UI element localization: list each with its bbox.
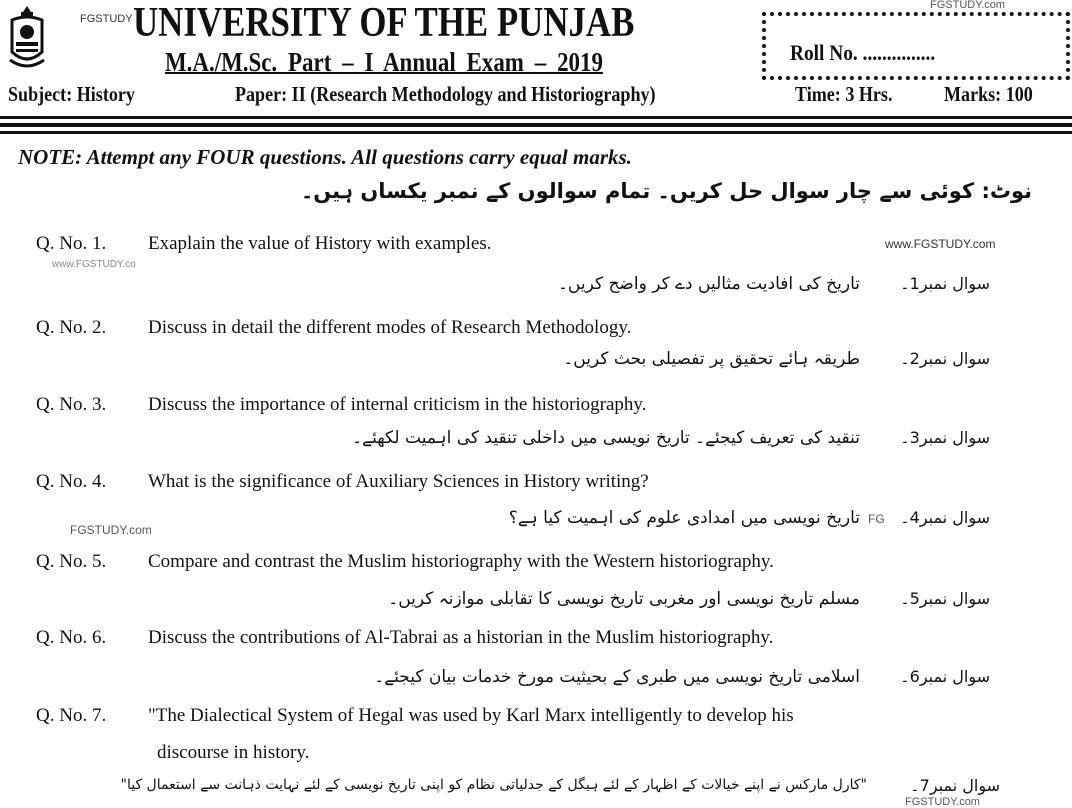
urdu-question-label-1: سوال نمبر1۔ [900, 274, 990, 293]
time-label: Time: 3 Hrs. [795, 82, 893, 106]
urdu-question-label-3: سوال نمبر3۔ [900, 428, 990, 447]
instructions-english: NOTE: Attempt any FOUR questions. All questions carry equal marks. [18, 145, 632, 169]
urdu-question-label-6: سوال نمبر6۔ [900, 667, 990, 686]
urdu-question-6: اسلامی تاریخ نویسی میں طبری کے بحیثیت مورخ خدمات بیان کیجئے۔ [374, 667, 860, 687]
watermark-url: www.FGSTUDY.co [52, 259, 136, 270]
watermark-url: FGSTUDY.com [70, 523, 152, 537]
urdu-question-2: طریقہ ہائے تحقیق پر تفصیلی بحث کریں۔ [563, 349, 860, 369]
urdu-question-label-5: سوال نمبر5۔ [900, 589, 990, 608]
marks-label: Marks: 100 [944, 82, 1033, 106]
university-title: UNIVERSITY OF THE PUNJAB [133, 0, 635, 46]
watermark-fgstudy: FGSTUDY [80, 13, 133, 25]
exam-title: M.A./M.Sc. Part – I Annual Exam – 2019 [165, 47, 603, 77]
urdu-question-5: مسلم تاریخ نویسی اور مغربی تاریخ نویسی کا تقابلی موازنہ کریں۔ [388, 589, 860, 609]
question-1: Q. No. 1. Exaplain the value of History with examples. [36, 233, 492, 254]
urdu-question-3: تنقید کی تعریف کیجئے۔ تاریخ نویسی میں داخلی تنقید کی اہمیت لکھئے۔ [352, 428, 860, 448]
question-2: Q. No. 2. Discuss in detail the different modes of Research Methodology. [36, 317, 632, 338]
watermark-url: FGSTUDY.com [905, 796, 980, 808]
urdu-question-label-7: سوال نمبر7۔ [910, 776, 1000, 795]
watermark-url: www.FGSTUDY.com [885, 237, 996, 251]
urdu-question-label-2: سوال نمبر2۔ [900, 349, 990, 368]
urdu-question-label-4: سوال نمبر4۔ [900, 508, 990, 527]
question-7-continued: discourse in history. [157, 742, 310, 763]
divider-line [0, 131, 1072, 134]
paper-label: Paper: II (Research Methodology and Historiography) [235, 82, 656, 106]
question-5: Q. No. 5. Compare and contrast the Muslim historiography with the Western historiography. [36, 551, 774, 572]
roll-number-field: Roll No. ............... [790, 40, 936, 65]
watermark-top: FGSTUDY.com [930, 0, 1005, 11]
divider-line [0, 123, 1072, 127]
question-3: Q. No. 3. Discuss the importance of internal criticism in the historiography. [36, 394, 647, 415]
divider-line [0, 116, 1072, 119]
university-logo [8, 4, 46, 72]
watermark-fragment: FG [868, 512, 885, 526]
question-7: Q. No. 7. "The Dialectical System of Hegal was used by Karl Marx intelligently to develop his [36, 705, 794, 726]
urdu-question-4: تاریخ نویسی میں امدادی علوم کی اہمیت کیا ہے؟ [508, 508, 860, 528]
subject-label: Subject: History [8, 82, 135, 106]
question-4: Q. No. 4. What is the significance of Auxiliary Sciences in History writing? [36, 471, 649, 492]
urdu-question-1: تاریخ کی افادیت مثالیں دے کر واضح کریں۔ [557, 274, 860, 294]
instructions-urdu: نوٹ: کوئی سے چار سوال حل کریں۔ تمام سوالوں کے نمبر یکساں ہیں۔ [300, 179, 1032, 203]
urdu-question-7: "کارل مارکس نے اپنے خیالات کے اظہار کے لئے ہیگل کے جدلیاتی نظام کو اپنی تاریخ نویسی کے لئے نہایت ذہانت سے استعمال کیا" [120, 777, 867, 793]
question-6: Q. No. 6. Discuss the contributions of Al-Tabrai as a historian in the Muslim historiography. [36, 627, 774, 648]
